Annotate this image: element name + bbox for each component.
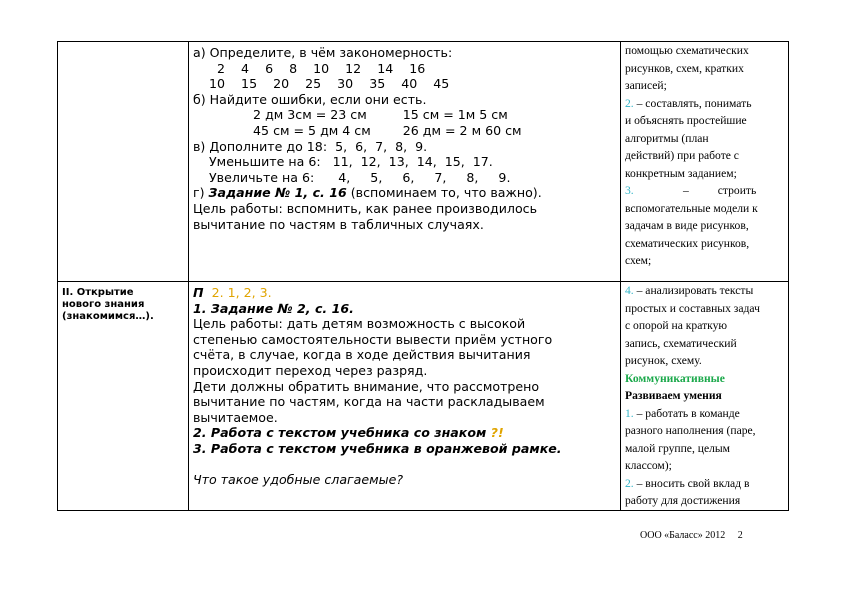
activity-cell [189,42,621,282]
skill-line: схематических рисунков, [625,236,750,250]
stage-title: II. Открытие [62,287,134,298]
text-line: в) Дополните до 18: 5, 6, 7, 8, 9. [193,138,428,154]
footer-company: ООО «Баласс» 2012 [640,530,726,541]
table-row [58,42,789,282]
skill-line: работу для достижения [625,494,741,507]
goal-line: степенью самостоятельности вывести приём устного [193,331,553,347]
skill-line: классом); [625,459,672,472]
skills-cell [621,282,789,511]
skill-line: с опорой на краткую [625,319,728,332]
page-footer [640,530,743,541]
skill-line: малой группе, целым [625,441,731,455]
goal-line: Дети должны обратить внимание, что рассмотрено [193,378,540,394]
skill-number: 3. [625,184,634,197]
table-row [58,282,789,511]
stage-cell [58,282,189,511]
lesson-table [57,41,789,511]
goal-line: счёта, в случае, когда в ходе действия вычитания [193,347,531,363]
blank-line [193,457,620,473]
stage-cell-empty [58,42,189,282]
section-heading: Коммуникативные [625,371,725,385]
number-sequence: 2 4 6 8 10 12 14 16 [193,60,426,76]
skill-line: схем; [625,254,652,267]
skill-line [625,475,785,493]
subheading: Развиваем умения [625,389,722,402]
text-line: Уменьшите на 6: 11, 12, 13, 14, 15, 17. [193,154,493,170]
goal-line: происходит переход через разряд. [193,362,428,378]
skill-text: – составлять, понимать [633,96,752,110]
skill-line: вспомогательные модели к [625,201,758,215]
skill-number: 2. [625,96,634,110]
equation-line: 2 дм 3см = 23 см 15 см = 1м 5 см [193,107,508,123]
skill-line: задачам в виде рисунков, [625,219,749,232]
skill-line: действий) при работе с [625,149,739,162]
skill-line: записей; [625,79,667,92]
skill-line [625,282,785,300]
skill-line: рисунок, схему. [625,354,702,367]
skill-line: конкретным заданием; [625,166,737,180]
task-title: 3. Работа с текстом учебника в оранжевой рамке. [193,440,562,456]
number-sequence: 10 15 20 25 30 35 40 45 [193,76,450,92]
p-numbers: 2. 1, 2, 3. [211,285,272,300]
goal-line: вычитание по частям, когда на части раскладываем [193,394,545,410]
goal-line: вычитание по частям в табличных случаях. [193,216,484,232]
page-number: 2 [737,530,743,541]
skill-line: простых и составных задач [625,301,760,315]
goal-line: Цель работы: вспомнить, как ранее производилось [193,200,537,216]
stage-title: нового знания [62,299,145,310]
skill-line [625,95,785,113]
skill-number: 1. [625,406,634,420]
skill-line: запись, схематический [625,336,737,350]
task-prefix: г) [193,185,209,201]
skill-text: – строить [633,184,757,197]
goal-line: вычитаемое. [193,409,278,425]
sign-label: ?! [490,425,504,441]
skill-text: – анализировать тексты [633,284,754,297]
skill-number: 4. [625,284,634,297]
skill-line: и объяснять простейшие [625,114,747,127]
skill-line [625,182,785,200]
task-line [193,425,620,441]
activity-cell [189,282,621,511]
task-title: 2. Работа с текстом учебника со знаком [193,425,491,441]
p-label: П [193,285,204,300]
text-line: а) Определите, в чём закономерность: [193,45,453,60]
task-title: Задание № 1, с. 16 [208,185,347,201]
skill-line: помощью схематических [625,44,749,57]
skill-line [625,405,785,423]
stage-title: (знакомимся…). [62,311,154,322]
task-title: 1. Задание № 2, с. 16. [193,300,354,316]
task-suffix: (вспоминаем то, что важно). [346,185,542,201]
skill-text: – вносить свой вклад в [633,476,750,490]
skill-line: рисунков, схем, кратких [625,61,744,75]
skills-cell [621,42,789,282]
question-text: Что такое удобные слагаемые? [193,472,404,488]
skill-number: 2. [625,476,634,490]
text-line: б) Найдите ошибки, если они есть. [193,91,427,107]
goal-line: Цель работы: дать детям возможность с высокой [193,316,526,332]
skill-text: – работать в команде [633,406,740,420]
p-line [193,285,620,301]
skill-line: разного наполнения (паре, [625,424,756,437]
task-line [193,185,620,201]
equation-line: 45 см = 5 дм 4 см 26 дм = 2 м 60 см [193,122,522,138]
skill-line: алгоритмы (план [625,131,709,145]
text-line: Увеличьте на 6: 4, 5, 6, 7, 8, 9. [193,169,511,185]
